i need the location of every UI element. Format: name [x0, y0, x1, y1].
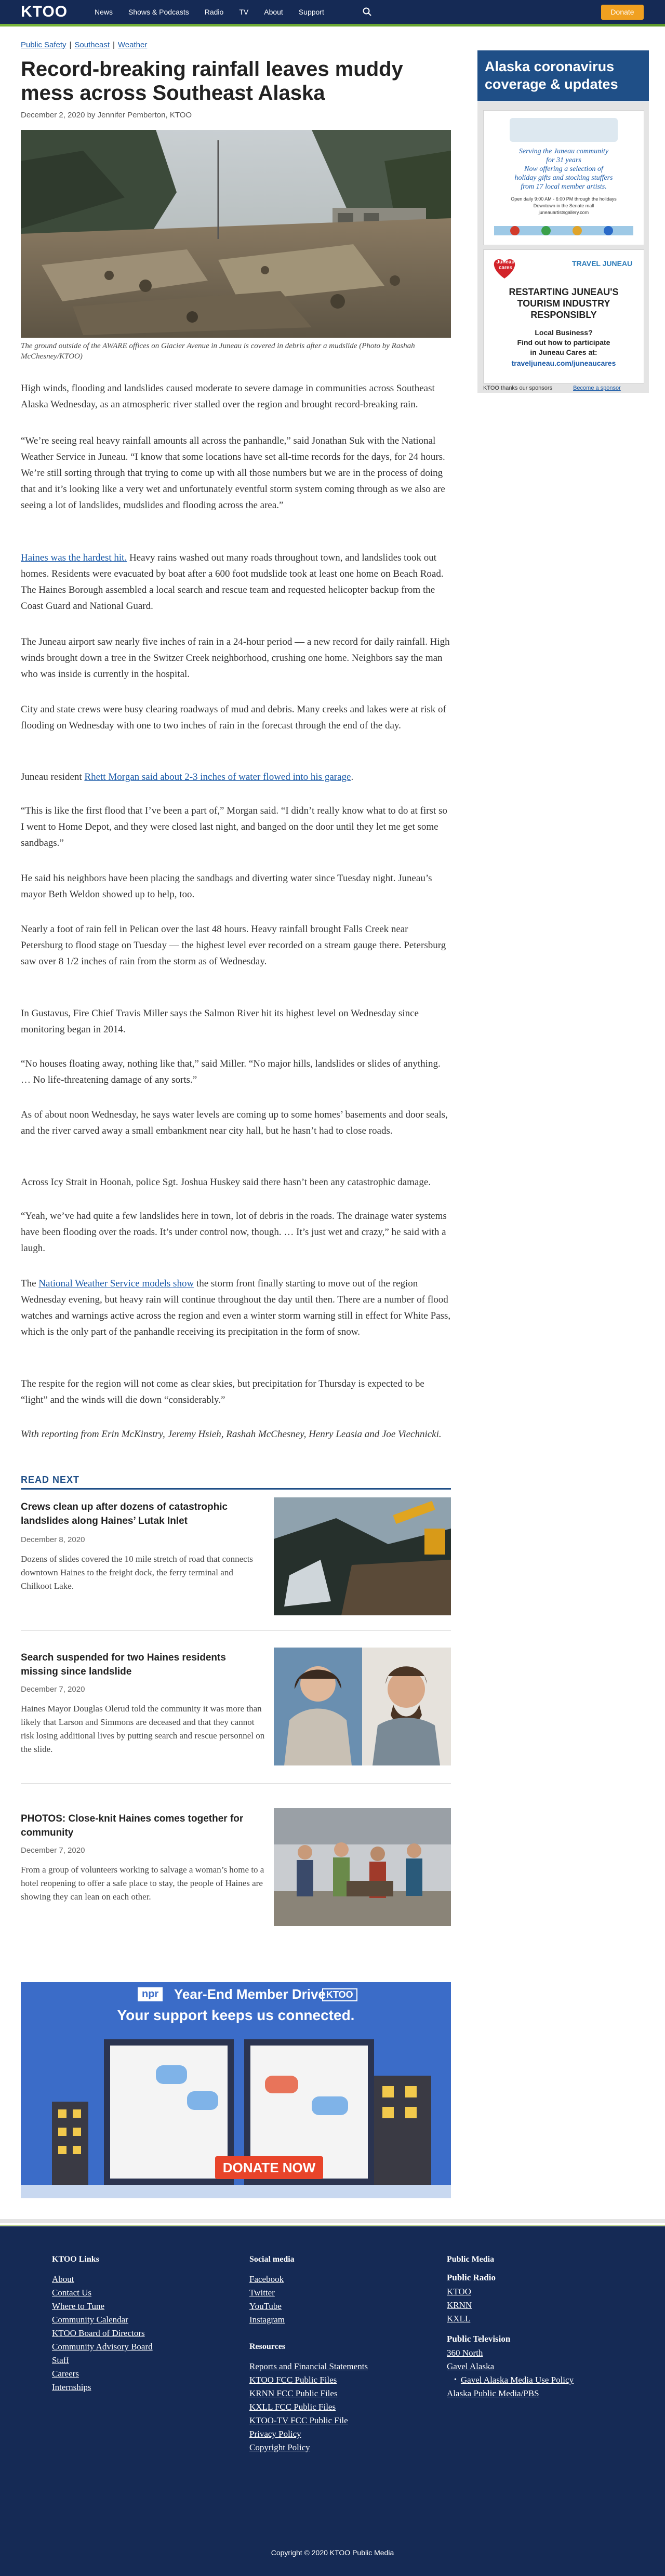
nws-models-link[interactable]: National Weather Service models show — [38, 1278, 194, 1289]
nav-about[interactable]: About — [264, 8, 283, 16]
article-title: Record-breaking rainfall leaves muddy mess across Southeast Alaska — [21, 58, 403, 104]
read-next-summary: From a group of volunteers working to salvage a woman’s home to a hotel reopening to offer a safe place to stay, the people of Haines are showing they can lean on each other. — [21, 1865, 264, 1902]
footer-link-kxll-fcc[interactable]: KXLL FCC Public Files — [249, 2402, 336, 2412]
paragraph-2: “We’re seeing real heavy rainfall amounts all across the panhandle,” said Jonathan Suk with the National Weather Service in Juneau. “I know that some locations have set all-time records for the days, for 24 hours. We’re still sorting through that trying to come up with all those numbers but we are in the process of doing that and it’s looking like a very wet and unfortunately eventful storm system coming through as we also are seeing a lot of landslides, mudslides and flooding across the area.” — [21, 435, 445, 511]
bullet-icon: • — [454, 2376, 457, 2384]
footer-subheading: Public Television — [447, 2334, 511, 2344]
footer-link-where-to-tune[interactable]: Where to Tune — [52, 2301, 105, 2311]
footer-link-board[interactable]: KTOO Board of Directors — [52, 2328, 145, 2338]
footer-heading: KTOO Links — [52, 2255, 99, 2264]
read-next-title[interactable]: PHOTOS: Close-knit Haines comes together for community — [21, 1813, 244, 1838]
read-next-heading: READ NEXT — [21, 1475, 80, 1485]
footer-top-band — [0, 2219, 665, 2223]
footer-link-internships[interactable]: Internships — [52, 2382, 91, 2392]
footer-link-ktoo-tv-fcc[interactable]: KTOO-TV FCC Public File — [249, 2415, 348, 2425]
footer-link-instagram[interactable]: Instagram — [249, 2315, 285, 2325]
footer-link-ktoo-fcc[interactable]: KTOO FCC Public Files — [249, 2375, 337, 2385]
member-drive-subtitle: Your support keeps us connected. — [117, 2007, 355, 2023]
footer-link-youtube[interactable]: YouTube — [249, 2301, 282, 2311]
read-next-summary: Dozens of slides covered the 10 mile stretch of road that connects downtown Haines to the freight dock, the ferry terminal and Chilkoot Lake. — [21, 1554, 254, 1591]
footer-link-krnn-fcc[interactable]: KRNN FCC Public Files — [249, 2388, 338, 2398]
read-next-title[interactable]: Search suspended for two Haines residents missing since landslide — [21, 1652, 226, 1677]
nav-support[interactable]: Support — [298, 8, 324, 16]
donate-now-button[interactable]: DONATE NOW — [215, 2156, 323, 2179]
footer-link-twitter[interactable]: Twitter — [249, 2288, 275, 2298]
paragraph-9: Nearly a foot of rain fell in Pelican over the last 48 hours. Heavy rainfall brought Falls Creek near Petersburg to flood stage on Tuesday — the highest level ever recorded on a stream gauge there. Petersburg saw over 8 1/2 inches of rain from the storm as of Wednesday. — [21, 924, 446, 967]
footer-link-calendar[interactable]: Community Calendar — [52, 2315, 128, 2325]
footer-link-reports[interactable]: Reports and Financial Statements — [249, 2361, 368, 2371]
footer-link-privacy[interactable]: Privacy Policy — [249, 2429, 301, 2439]
footer-link-about[interactable]: About — [52, 2274, 74, 2284]
year-end-member-drive-ad[interactable] — [21, 1982, 451, 2198]
breadcrumb-public-safety[interactable]: Public Safety — [21, 41, 66, 49]
sponsors-line: KTOO thanks our sponsors Become a sponsor — [483, 385, 621, 391]
read-next-date: December 8, 2020 — [21, 1535, 85, 1544]
footer-heading: Public Media — [447, 2255, 495, 2264]
member-drive-title: Year-End Member Drive — [174, 1986, 326, 2002]
breadcrumb: Public Safety | Southeast | Weather — [21, 41, 148, 49]
footer-link-advisory[interactable]: Community Advisory Board — [52, 2342, 153, 2352]
footer-link-krnn[interactable]: KRNN — [447, 2300, 472, 2310]
paragraph-11: “No houses floating away, nothing like that,” said Miller. “No major hills, landslides or slides of anything. … No life-threatening damage of any sorts.” — [21, 1058, 441, 1085]
nav-shows-podcasts[interactable]: Shows & Podcasts — [128, 8, 189, 16]
footer-heading: Social media — [249, 2255, 295, 2264]
footer-link-kxll[interactable]: KXLL — [447, 2314, 471, 2323]
paragraph-14: “Yeah, we’ve had quite a few landslides here in town, lot of debris in the roads. The drainage water systems have been flooding over the roads. It’s under control now, though. … It’s just wet and crazy,” he said with a laugh. — [21, 1211, 447, 1254]
breadcrumb-southeast[interactable]: Southeast — [74, 41, 110, 49]
coronavirus-coverage-banner[interactable]: Alaska coronavirus coverage & updates — [477, 50, 649, 101]
article-byline: December 2, 2020 by Jennifer Pemberton, KTOO — [21, 111, 192, 119]
nav-radio[interactable]: Radio — [204, 8, 224, 16]
footer-link-careers[interactable]: Careers — [52, 2369, 79, 2379]
paragraph-16: The respite for the region will not come as clear skies, but precipitation for Thursday is expected to be “light” and the winds will die down “considerably.” — [21, 1378, 424, 1405]
footer-col-ktoo-links — [52, 2255, 153, 2394]
paragraph-10: In Gustavus, Fire Chief Travis Miller says the Salmon River hit its highest level on Wednesday since monitoring began in 2014. — [21, 1008, 419, 1035]
read-next-photo-volunteers[interactable] — [274, 1808, 451, 1926]
paragraph-6: Juneau resident Rhett Morgan said about 2-3 inches of water flowed into his garage. — [21, 772, 354, 782]
paragraph-1: High winds, flooding and landslides caused moderate to severe damage in communities across Southeast Alaska Wednesday, as an atmospheric river stalled over the region and brought record-breaking rain. — [21, 383, 435, 410]
paragraph-4: The Juneau airport saw nearly five inches of rain in a 24-hour period — a new record for daily rainfall. High winds brought down a tree in the Switzer Creek neighborhood, crushing one home. Neighbors say the man who was inside is currently in the hospital. — [21, 636, 450, 680]
npr-logo: npr — [138, 1987, 163, 2001]
footer-link-copyright[interactable]: Copyright Policy — [249, 2442, 310, 2452]
copyright-text: Copyright © 2020 KTOO Public Media — [271, 2548, 394, 2557]
paragraph-8: He said his neighbors have been placing the sandbags and diverting water since Tuesday night. Juneau’s mayor Beth Weldon showed up to help, too. — [21, 873, 432, 900]
footer-link-facebook[interactable]: Facebook — [249, 2274, 284, 2284]
read-next-date: December 7, 2020 — [21, 1685, 85, 1694]
footer-heading: Resources — [249, 2342, 286, 2351]
nav-news[interactable]: News — [95, 8, 113, 16]
gallery-ornament — [494, 221, 633, 241]
paragraph-12: As of about noon Wednesday, he says water levels are coming up to some homes’ basements and door seals, and the river carved away a small embankment near city hall, but he hasn’t had to close roads. — [21, 1109, 448, 1136]
juneau-cares-logo: Juneau cares — [489, 255, 551, 281]
breadcrumb-weather[interactable]: Weather — [117, 41, 148, 49]
paragraph-15: The National Weather Service models show the storm front finally starting to move out of the region Wednesday evening, but heavy rain will continue throughout the day until then. There are a number of flood watches and warnings active across the region and even a winter storm warning still in effect for White Pass, which is the only part of the panhandle receiving its precipitation in the form of snow. — [21, 1278, 451, 1337]
footer-link-alaska-public-media[interactable]: Alaska Public Media/PBS — [447, 2388, 539, 2398]
main-nav — [95, 0, 340, 24]
hero-photo-caption: The ground outside of the AWARE offices on Glacier Avenue in Juneau is covered in debris after a mudslide (Photo by Rashah McChesney/KTOO) — [21, 342, 415, 361]
read-next-date: December 7, 2020 — [21, 1846, 85, 1855]
read-next-summary: Haines Mayor Douglas Olerud told the community it was more than likely that Larson and Simmons are deceased and that they cannot risk losing additional lives by putting search and rescue personnel on the slide. — [21, 1704, 265, 1754]
become-sponsor-link[interactable]: Become a sponsor — [573, 385, 621, 391]
juneau-artists-gallery-ad[interactable]: Serving the Juneau community for 31 years Now offering a selection of holiday gifts and stocking stuffers from 17 local member artists. Open daily 9:00 AM - 6:00 PM through the holidays Downtown in the Senate mall juneauartistsgallery.com — [483, 110, 644, 245]
juneau-cares-ad[interactable]: Juneau cares TRAVEL JUNEAU RESTARTING JUNEAU'S TOURISM INDUSTRY RESPONSIBLY Local Business? Find out how to participate in Juneau Cares at: traveljuneau.com/juneaucares — [483, 249, 644, 383]
gallery-logo — [510, 118, 618, 142]
footer-subheading: Public Radio — [447, 2273, 496, 2282]
paragraph-7: “This is like the first flood that I’ve been a part of,” Morgan said. “I didn’t really know what to do at first so I went to Home Depot, and they were closed last night, and banged on the door until they let me get some sandbags.” — [21, 805, 447, 848]
footer-col-public-media — [447, 2255, 574, 2400]
travel-juneau-logo: TRAVEL JUNEAU — [572, 259, 633, 268]
footer-link-gavel-media-policy[interactable]: Gavel Alaska Media Use Policy — [460, 2375, 574, 2385]
read-next-separator — [21, 1783, 451, 1784]
read-next-photo-excavator[interactable] — [274, 1497, 451, 1615]
paragraph-13: Across Icy Strait in Hoonah, police Sgt. Joshua Huskey said there hasn’t been any catastrophic damage. — [21, 1177, 431, 1188]
footer-green-line — [0, 2225, 665, 2226]
footer-link-360-north[interactable]: 360 North — [447, 2348, 483, 2358]
nav-tv[interactable]: TV — [239, 8, 249, 16]
footer-col-social — [249, 2255, 368, 2454]
footer-link-ktoo-radio[interactable]: KTOO — [447, 2287, 471, 2296]
paragraph-3: Haines was the hardest hit. Heavy rains washed out many roads throughout town, and landslides took out homes. Residents were evacuated by boat after a 600 foot mudslide took at least one home on Beach Road. The Haines Borough assembled a local search and rescue team and requested helicopter backup from the Coast Guard and National Guard. — [21, 552, 444, 612]
rhett-morgan-link[interactable]: Rhett Morgan said about 2-3 inches of water flowed into his garage — [84, 772, 351, 782]
search-icon[interactable] — [362, 7, 373, 17]
ktoo-logo[interactable]: KTOO — [21, 3, 68, 20]
ktoo-ad-logo: KTOO — [322, 1988, 357, 2001]
footer-link-gavel-alaska[interactable]: Gavel Alaska — [447, 2361, 495, 2371]
footer-link-contact[interactable]: Contact Us — [52, 2288, 92, 2298]
read-next-photo-missing-residents[interactable] — [274, 1648, 451, 1765]
header-accent-line — [0, 24, 665, 26]
read-next-divider — [21, 1488, 451, 1490]
hero-photo-mudslide — [21, 130, 451, 338]
read-next-separator — [21, 1630, 451, 1631]
reporting-credit: With reporting from Erin McKinstry, Jeremy Hsieh, Rashah McChesney, Henry Leasia and Joe Viechnicki. — [21, 1429, 442, 1440]
top-nav-bar — [0, 0, 665, 24]
haines-hardest-hit-link[interactable]: Haines was the hardest hit. — [21, 552, 127, 563]
paragraph-5: City and state crews were busy clearing roadways of mud and debris. Many creeks and lakes were at risk of flooding on Wednesday with one to two inches of rain in the forecast through the end of the day. — [21, 704, 446, 731]
donate-button[interactable]: Donate — [601, 5, 644, 20]
footer-link-staff[interactable]: Staff — [52, 2355, 69, 2365]
read-next-title[interactable]: Crews clean up after dozens of catastrophic landslides along Haines’ Lutak Inlet — [21, 1502, 228, 1526]
